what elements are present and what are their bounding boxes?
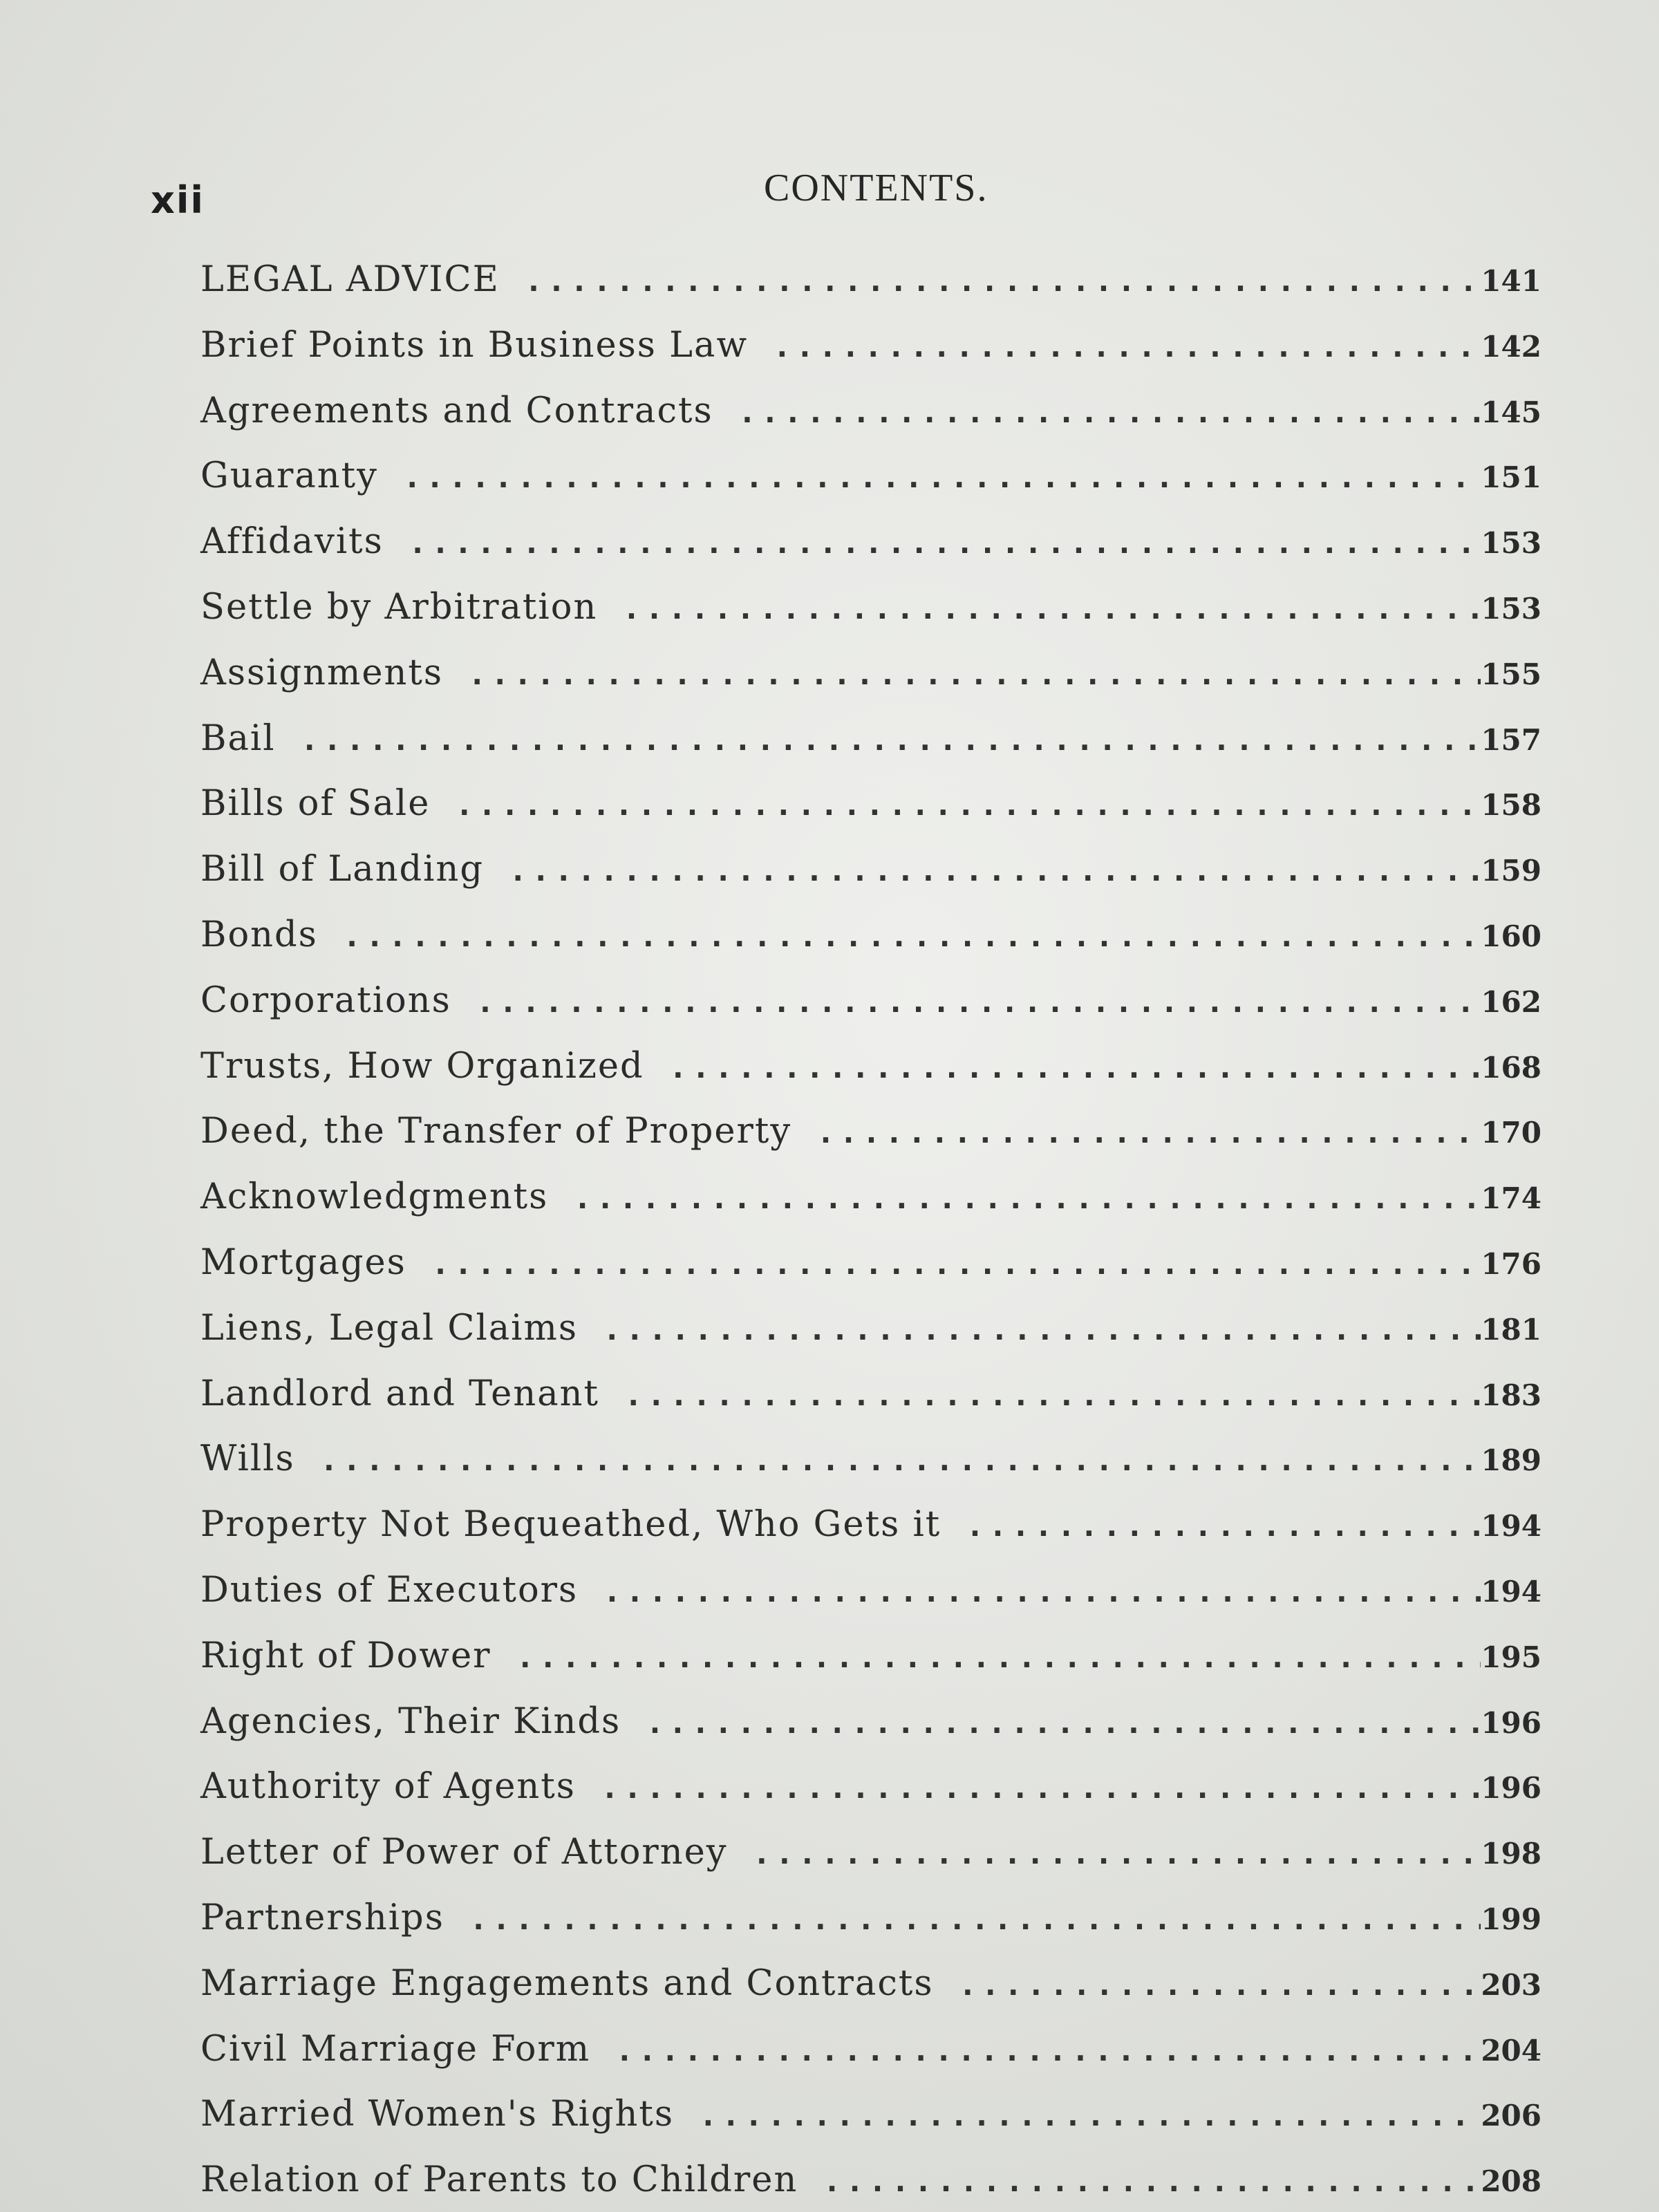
toc-entry-title: Letter of Power of Attorney — [200, 1832, 728, 1873]
toc-entry-page: 170 — [1481, 1116, 1541, 1150]
toc-entry — [200, 2094, 1541, 2159]
toc-entry-title: Authority of Agents — [200, 1766, 576, 1808]
toc-entry — [200, 783, 1541, 849]
toc-entry — [200, 325, 1541, 391]
page-number: xii — [151, 178, 205, 222]
toc-leader-dots — [601, 1770, 1481, 1801]
toc-leader-dots — [476, 984, 1481, 1015]
toc-entry-page: 198 — [1481, 1837, 1541, 1871]
toc-entry-page: 181 — [1481, 1312, 1541, 1347]
toc-leader-dots — [816, 1115, 1481, 1145]
toc-leader-dots — [603, 1312, 1481, 1342]
toc-entry — [200, 259, 1541, 325]
toc-entry — [200, 2029, 1541, 2094]
toc-entry-page: 194 — [1481, 1574, 1541, 1609]
toc-entry-title: Landlord and Tenant — [200, 1373, 599, 1414]
toc-entry-title: Bill of Landing — [200, 849, 484, 890]
toc-entry-page: 204 — [1481, 2033, 1541, 2068]
toc-entry-title: Mortgages — [200, 1241, 406, 1283]
toc-leader-dots — [615, 2033, 1481, 2063]
toc-entry-page: 153 — [1481, 591, 1541, 626]
toc-entry-title: Wills — [200, 1438, 295, 1480]
toc-entry-title: Settle by Arbitration — [200, 586, 598, 628]
toc-entry-title: Relation of Parents to Children — [200, 2159, 798, 2201]
toc-entry — [200, 653, 1541, 718]
toc-entry-title: LEGAL ADVICE — [200, 259, 500, 300]
toc-entry-page: 195 — [1481, 1640, 1541, 1674]
toc-entry — [200, 915, 1541, 980]
toc-entry-page: 157 — [1481, 722, 1541, 757]
toc-entry — [200, 1111, 1541, 1177]
toc-entry-title: Bonds — [200, 914, 318, 955]
toc-entry-title: Married Women's Rights — [200, 2094, 675, 2135]
toc-leader-dots — [959, 1967, 1481, 1998]
toc-entry — [200, 1832, 1541, 1897]
toc-entry-page: 153 — [1481, 526, 1541, 561]
toc-leader-dots — [469, 1902, 1481, 1932]
toc-leader-dots — [573, 1181, 1481, 1211]
toc-leader-dots — [753, 1836, 1481, 1866]
toc-entry-title: Civil Marriage Form — [200, 2028, 591, 2070]
toc-entry — [200, 718, 1541, 784]
toc-entry-title: Corporations — [200, 980, 451, 1021]
toc-entry — [200, 391, 1541, 456]
toc-entry-title: Duties of Executors — [200, 1569, 579, 1611]
toc-entry-title: Deed, the Transfer of Property — [200, 1111, 792, 1152]
toc-leader-dots — [669, 1050, 1481, 1080]
toc-entry-page: 174 — [1481, 1181, 1541, 1216]
toc-entry-title: Marriage Engagements and Contracts — [200, 1962, 934, 2004]
toc-entry — [200, 1701, 1541, 1767]
toc-leader-dots — [624, 1378, 1481, 1408]
toc-entry — [200, 1504, 1541, 1570]
toc-entry-page: 142 — [1481, 329, 1541, 364]
toc-entry-page: 208 — [1481, 2164, 1541, 2199]
toc-entry-title: Property Not Bequeathed, Who Gets it — [200, 1504, 941, 1546]
toc-entry-title: Agencies, Their Kinds — [200, 1700, 621, 1742]
toc-leader-dots — [738, 395, 1481, 425]
toc-leader-dots — [301, 722, 1481, 753]
toc-leader-dots — [431, 1246, 1481, 1277]
toc-entry-title: Assignments — [200, 652, 444, 693]
toc-leader-dots — [343, 919, 1481, 949]
toc-entry-page: 183 — [1481, 1378, 1541, 1412]
toc-entry-page: 199 — [1481, 1902, 1541, 1936]
toc-entry-page: 151 — [1481, 460, 1541, 495]
toc-leader-dots — [455, 787, 1481, 818]
toc-entry — [200, 1570, 1541, 1635]
toc-entry — [200, 1046, 1541, 1112]
toc-leader-dots — [622, 591, 1481, 621]
toc-leader-dots — [646, 1705, 1481, 1736]
toc-entry — [200, 1897, 1541, 1963]
toc-entry — [200, 1242, 1541, 1308]
toc-entry-page: 141 — [1481, 264, 1541, 298]
toc-leader-dots — [699, 2098, 1481, 2128]
toc-leader-dots — [773, 329, 1481, 359]
toc-entry-page: 160 — [1481, 919, 1541, 953]
toc-entry-title: Trusts, How Organized — [200, 1045, 644, 1087]
toc-entry-title: Agreements and Contracts — [200, 390, 713, 431]
toc-entry — [200, 1766, 1541, 1832]
toc-entry-title: Brief Points in Business Law — [200, 324, 749, 366]
toc-leader-dots — [320, 1443, 1481, 1473]
toc-leader-dots — [823, 2164, 1481, 2194]
toc-leader-dots — [403, 460, 1481, 490]
toc-entry-title: Liens, Legal Claims — [200, 1307, 579, 1349]
toc-entry-page: 168 — [1481, 1050, 1541, 1085]
toc-leader-dots — [516, 1640, 1481, 1670]
toc-entry-page: 206 — [1481, 2099, 1541, 2133]
toc-entry-page: 196 — [1481, 1705, 1541, 1740]
toc-entry-title: Right of Dower — [200, 1635, 491, 1676]
toc-leader-dots — [468, 657, 1481, 687]
toc-entry-title: Acknowledgments — [200, 1177, 549, 1218]
toc-entry — [200, 1635, 1541, 1701]
toc-entry — [200, 1438, 1541, 1504]
toc-entry-page: 158 — [1481, 788, 1541, 823]
toc-entry-title: Partnerships — [200, 1897, 444, 1938]
toc-entry-title: Guaranty — [200, 456, 378, 497]
toc-entry — [200, 1308, 1541, 1374]
toc-entry-page: 194 — [1481, 1509, 1541, 1544]
toc-entry-page: 176 — [1481, 1246, 1541, 1281]
toc-entry — [200, 587, 1541, 653]
table-of-contents — [200, 259, 1541, 2212]
toc-entry — [200, 2159, 1541, 2212]
toc-entry — [200, 849, 1541, 915]
toc-entry-page: 189 — [1481, 1443, 1541, 1478]
toc-entry — [200, 1963, 1541, 2029]
toc-leader-dots — [525, 263, 1481, 294]
toc-entry — [200, 521, 1541, 587]
toc-entry-title: Affidavits — [200, 521, 384, 563]
toc-entry-page: 145 — [1481, 395, 1541, 429]
toc-entry-page: 196 — [1481, 1771, 1541, 1806]
toc-leader-dots — [966, 1508, 1481, 1539]
toc-entry — [200, 980, 1541, 1046]
toc-entry — [200, 1374, 1541, 1439]
toc-leader-dots — [409, 525, 1481, 556]
toc-leader-dots — [509, 853, 1481, 883]
toc-leader-dots — [603, 1574, 1481, 1604]
toc-entry-page: 159 — [1481, 854, 1541, 888]
page-title: CONTENTS. — [764, 167, 988, 209]
toc-entry-page: 155 — [1481, 657, 1541, 691]
toc-entry-title: Bail — [200, 718, 276, 759]
toc-entry-page: 203 — [1481, 1967, 1541, 2002]
toc-entry-page: 162 — [1481, 984, 1541, 1019]
toc-entry — [200, 1177, 1541, 1242]
toc-entry — [200, 456, 1541, 521]
toc-entry-title: Bills of Sale — [200, 783, 431, 825]
